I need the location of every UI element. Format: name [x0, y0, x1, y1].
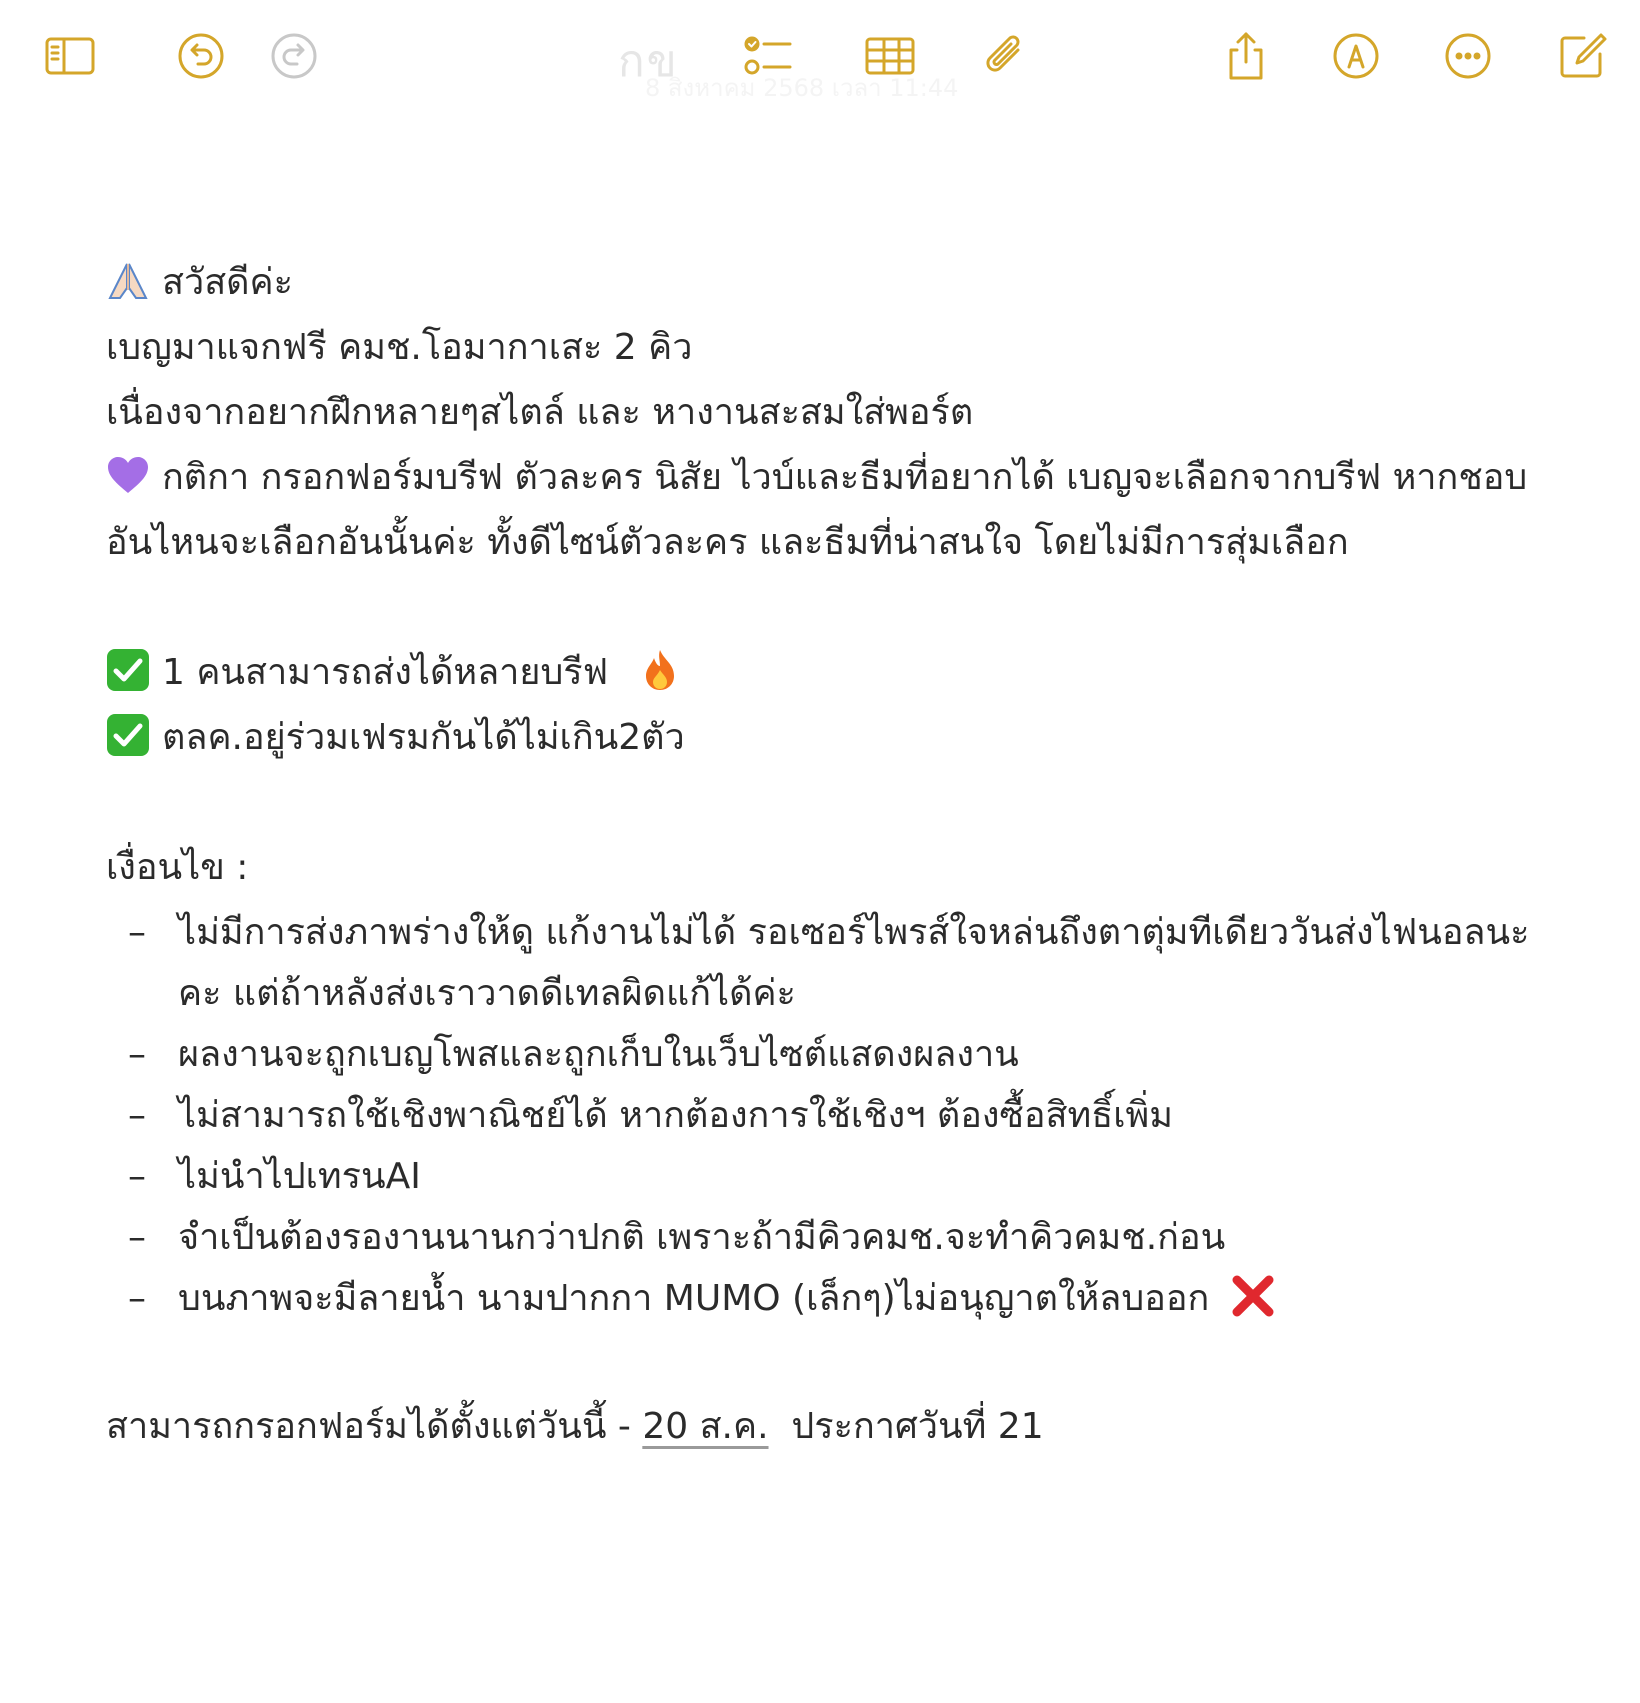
- share-icon[interactable]: [1218, 28, 1274, 84]
- check-item: [106, 640, 1546, 705]
- more-icon[interactable]: [1440, 28, 1496, 84]
- note-body[interactable]: [106, 250, 1546, 1459]
- check-mark-icon: [106, 648, 150, 692]
- compose-icon[interactable]: [1554, 28, 1610, 84]
- conditions-title: เงื่อนไข :: [106, 847, 249, 888]
- undo-icon[interactable]: [173, 28, 229, 84]
- list-item: – จำเป็นต้องรองานนานกว่าปกติ เพราะถ้ามีคิวคมช.จะทำคิวคมช.ก่อน: [128, 1217, 1226, 1258]
- note-line: เบญมาแจกฟรี คมช.โอมากาเสะ 2 คิว: [106, 327, 693, 368]
- list-item: – บนภาพจะมีลายน้ำ นามปากกา MUMO (เล็กๆ)ไม่อนุญาตให้ลบออก: [106, 1268, 1546, 1329]
- markup-icon[interactable]: [1328, 28, 1384, 84]
- conditions-list: [106, 902, 1546, 1329]
- check-item-text: ตลค.อยู่ร่วมเฟรมกันได้ไม่เกิน2ตัว: [162, 717, 685, 758]
- purple-heart-icon: [106, 453, 150, 497]
- deadline-date-link[interactable]: 20 ส.ค.: [642, 1406, 769, 1447]
- checklist-icon[interactable]: [740, 28, 796, 84]
- check-item: [106, 705, 1546, 770]
- list-item: – ไม่นำไปเทรนAI: [128, 1156, 421, 1197]
- note-line: เนื่องจากอยากฝึกหลายๆสไตล์ และ หางานสะสมใส่พอร์ต: [106, 392, 974, 433]
- sidebar-icon[interactable]: [42, 28, 98, 84]
- attachment-icon[interactable]: [976, 28, 1032, 84]
- list-item: – ไม่มีการส่งภาพร่างให้ดู แก้งานไม่ได้ รอเซอร์ไพรส์ใจหล่นถึงตาตุ่มทีเดียววันส่งไฟนอลนะ คะ แต่ถ้าหลังส่งเราวาดดีเทลผิดแก้ได้ค่ะ: [128, 912, 1530, 1014]
- deadline-line: สามารถกรอกฟอร์มได้ตั้งแต่วันนี้ - 20 ส.ค. ประกาศวันที่ 21: [106, 1406, 1044, 1447]
- greeting-line: [106, 250, 1546, 315]
- list-item: – ผลงานจะถูกเบญโพสและถูกเก็บในเว็บไซต์แสดงผลงาน: [128, 1034, 1019, 1075]
- check-item-text: 1 คนสามารถส่งได้หลายบรีฟ: [162, 652, 609, 693]
- note-line: อันไหนจะเลือกอันนั้นค่ะ ทั้งดีไซน์ตัวละคร และธีมที่น่าสนใจ โดยไม่มีการสุ่มเลือก: [106, 522, 1349, 563]
- toolbar: [0, 0, 1640, 110]
- format-text-button[interactable]: กข: [618, 36, 679, 87]
- fire-icon: [638, 648, 682, 692]
- note-date-subtitle: 8 สิงหาคม 2568 เวลา 11:44: [645, 74, 959, 102]
- rules-text: กติกา กรอกฟอร์มบรีฟ ตัวละคร นิสัย ไวบ์และธีมที่อยากได้ เบญจะเลือกจากบรีฟ หากชอบ: [162, 457, 1528, 498]
- greeting-text: สวัสดีค่ะ: [162, 262, 293, 303]
- praying-hands-icon: [106, 258, 150, 302]
- check-mark-icon: [106, 713, 150, 757]
- redo-icon[interactable]: [266, 28, 322, 84]
- table-icon[interactable]: [862, 28, 918, 84]
- cross-mark-icon: [1231, 1274, 1275, 1318]
- rules-line: [106, 445, 1546, 510]
- list-item: – ไม่สามารถใช้เชิงพาณิชย์ได้ หากต้องการใช้เชิงฯ ต้องซื้อสิทธิ์เพิ่ม: [128, 1095, 1173, 1136]
